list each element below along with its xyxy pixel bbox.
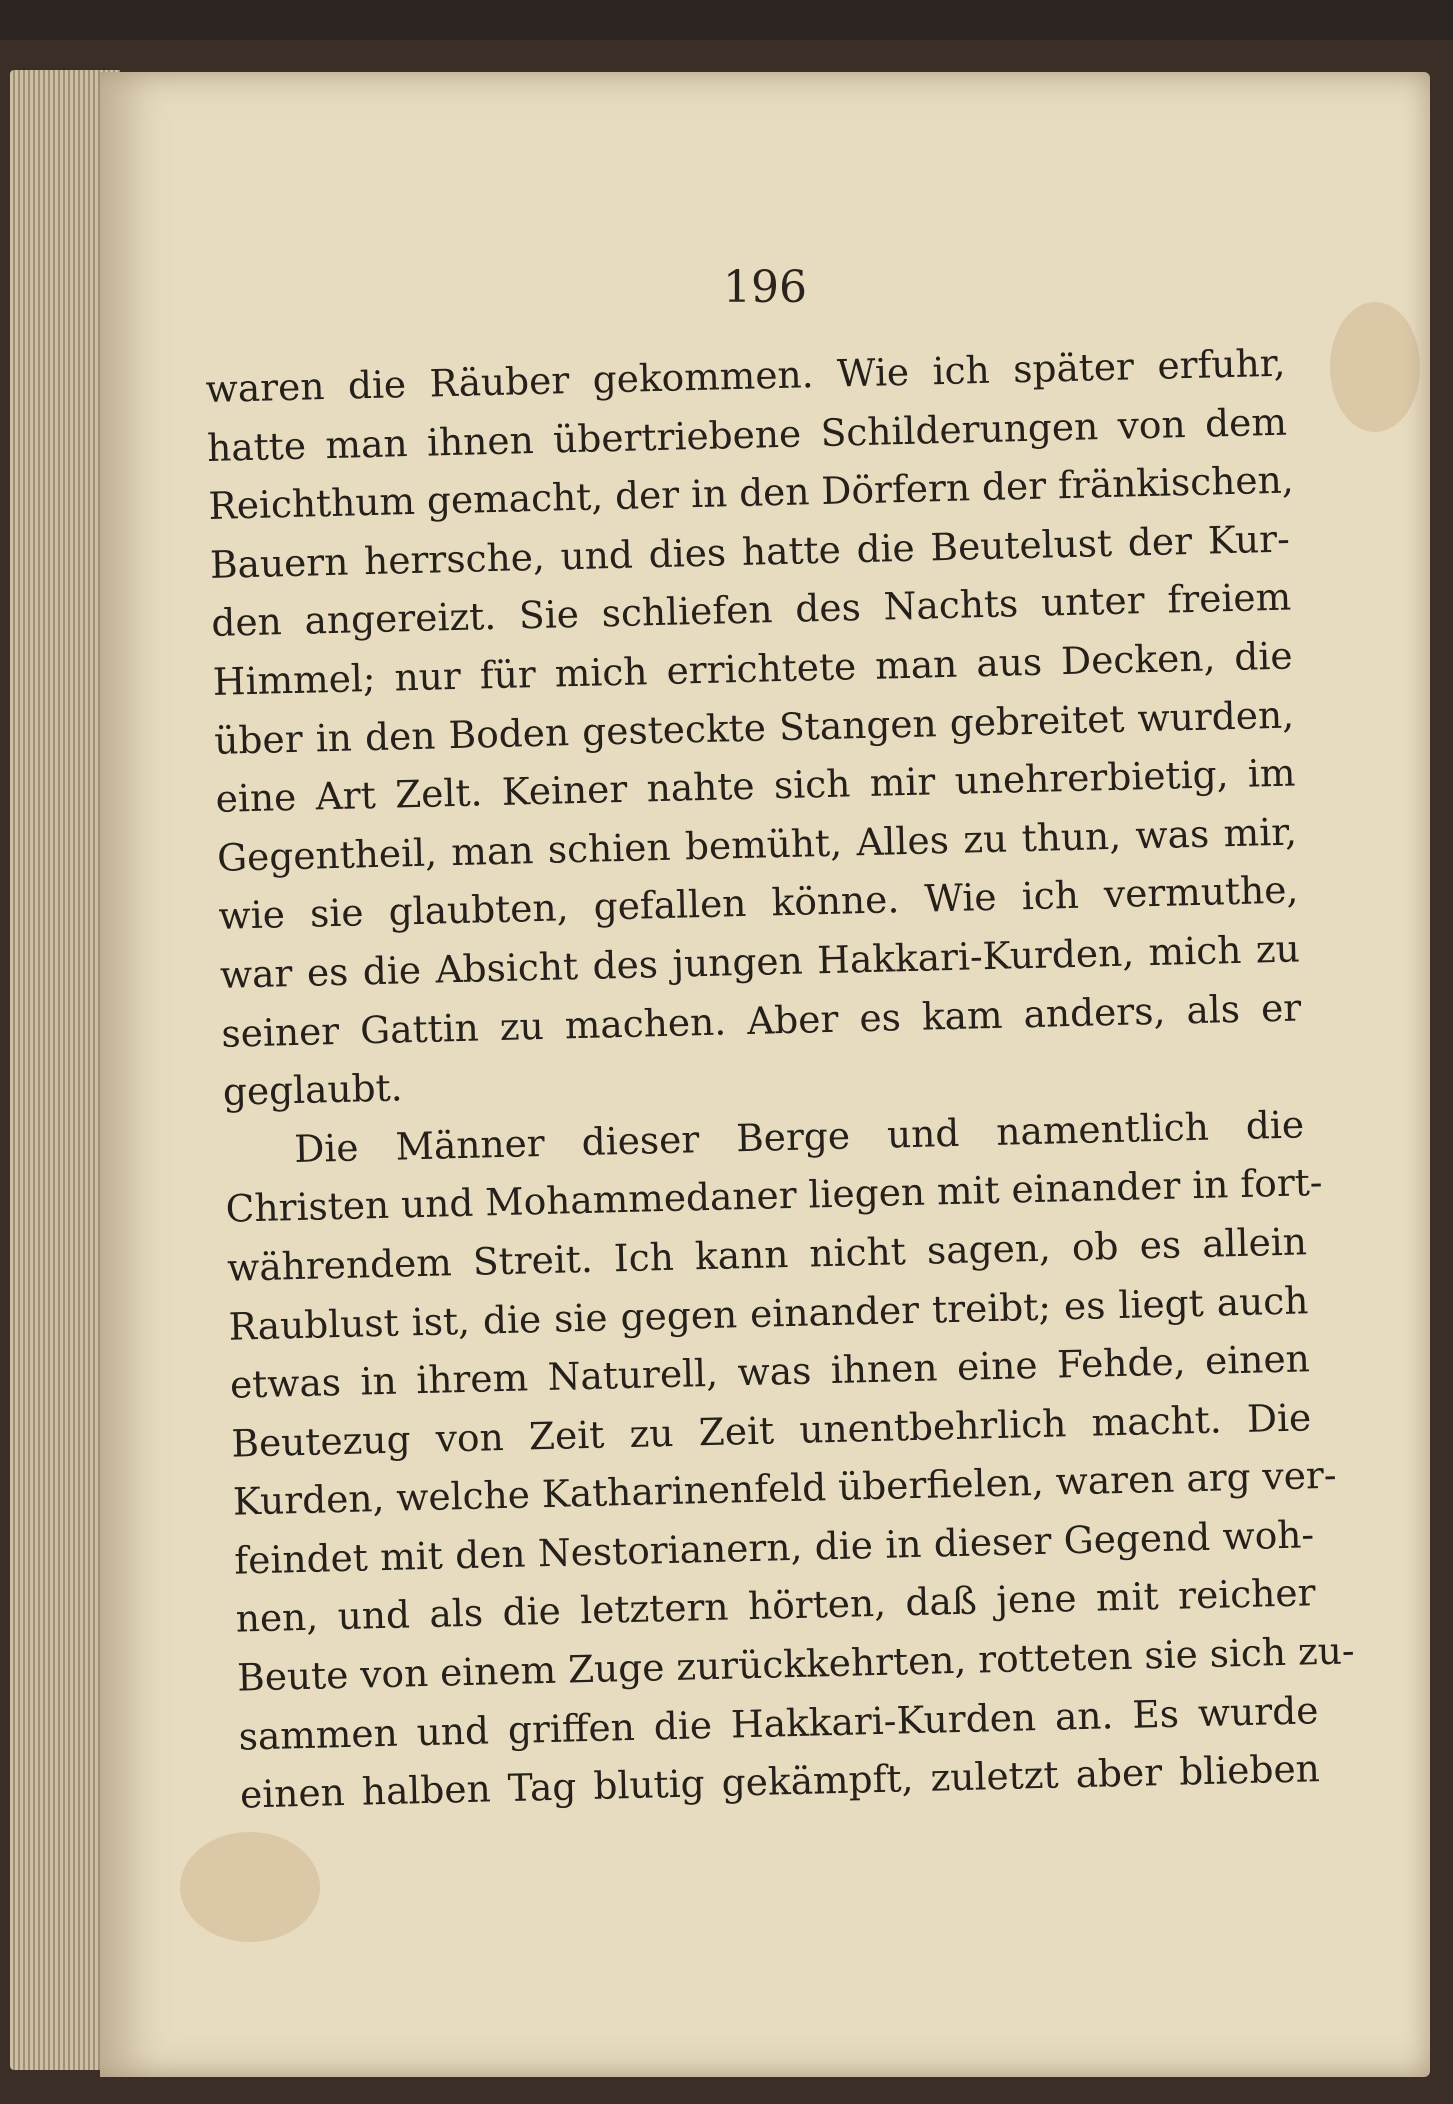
text-line: waren die Räuber gekommen. Wie ich später erfuhr, — [205, 340, 1286, 411]
page-stain — [180, 1832, 320, 1942]
text-line: Beute von einem Zuge zurückkehrten, rotteten sie sich zu- — [236, 1628, 1356, 1700]
text-line: Himmel; nur für mich errichtete man aus Decken, die — [212, 633, 1294, 704]
text-line: einen halben Tag blutig gekämpft, zuletzt aber blieben — [239, 1746, 1321, 1817]
text-line: über in den Boden gesteckte Stangen gebreitet wurden, — [213, 692, 1295, 763]
text-line: währendem Streit. Ich kann nicht sagen, ob es allein — [226, 1219, 1308, 1290]
body-text — [205, 334, 1356, 1825]
page-number: 196 — [723, 262, 807, 313]
text-line: Bauern herrsche, und dies hatte die Beutelust der Kur- — [209, 516, 1291, 587]
text-line: Raublust ist, die sie gegen einander treibt; es liegt auch — [228, 1277, 1309, 1349]
text-line: war es die Absicht des jungen Hakkari-Kurden, mich zu — [219, 926, 1301, 997]
text-line: Reichthum gemacht, der in den Dörfern der fränkischen, — [208, 457, 1295, 529]
text-line: wie sie glaubten, gefallen könne. Wie ich vermuthe, — [218, 867, 1299, 939]
text-line: Christen und Mohammedaner liegen mit einander in fort- — [225, 1160, 1323, 1232]
text-line: hatte man ihnen übertriebene Schilderungen von dem — [206, 399, 1288, 470]
text-line: eine Art Zelt. Keiner nahte sich mir unehrerbietig, im — [215, 750, 1296, 822]
text-line: seiner Gattin zu machen. Aber es kam anders, als er — [220, 984, 1302, 1056]
page-stain — [1330, 302, 1420, 432]
text-line: Die Männer dieser Berge und namentlich die — [293, 1102, 1305, 1171]
text-line: etwas in ihrem Naturell, was ihnen eine Fehde, einen — [229, 1336, 1311, 1407]
text-line: feindet mit den Nestorianern, die in dieser Gegend woh- — [233, 1512, 1315, 1583]
text-line: sammen und griffen die Hakkari-Kurden an. Es wurde — [238, 1687, 1319, 1759]
text-line: geglaubt. — [222, 1065, 404, 1114]
text-line: nen, und als die letztern hörten, daß jene mit reicher — [235, 1570, 1316, 1642]
text-line: den angereizt. Sie schliefen des Nachts unter freiem — [210, 574, 1292, 646]
text-line: Gegentheil, man schien bemüht, Alles zu thun, was mir, — [216, 809, 1298, 880]
text-line: Kurden, welche Katharinenfeld überfielen, waren arg ver- — [232, 1452, 1337, 1524]
text-line: Beutezug von Zeit zu Zeit unentbehrlich macht. Die — [230, 1394, 1312, 1466]
